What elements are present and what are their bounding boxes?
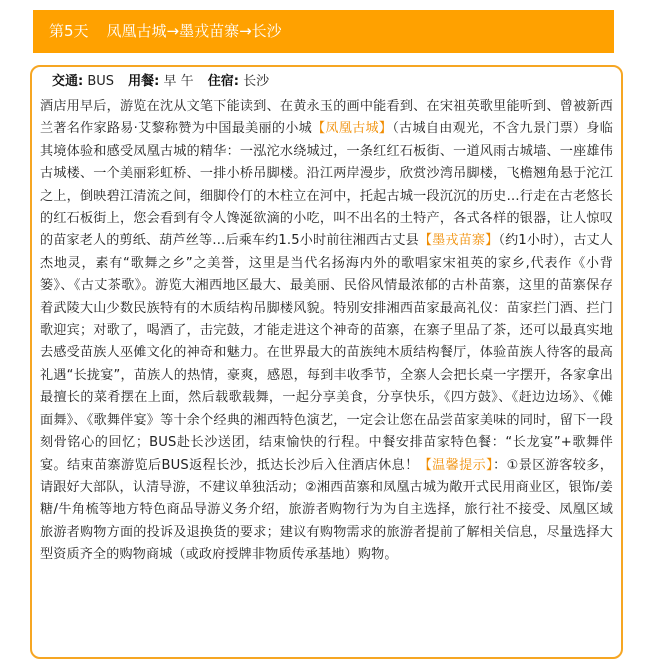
itinerary-meta bbox=[40, 71, 613, 93]
description-part-2: （古城自由观光，不含九景门票）身临其境体验和感受凤凰古城的精华：一泓沱水绕城过，一条红红石板街、一道风雨古城墙、一座雄伟古城楼、一个美丽彩虹桥、一排小桥吊脚楼。沿江两岸漫步，欣赏沙湾吊脚楼，飞檐翘角悬于沱江之上，倒映碧江清流之间，细脚伶仃的木柱立在河中，托起古城一段沉沉的历史…行走在古老悠长的红石板街上，您会看到有令人馋涎欲滴的小吃，叫不出名的土特产，各式各样的银器，让人惊叹的苗家老人的剪纸、葫芦丝等…后乘车约1.5小时前往湘西古丈县 bbox=[40, 121, 613, 249]
highlight-fenghuang: 【凤凰古城】 bbox=[312, 121, 393, 137]
stay-label: 住宿: bbox=[207, 74, 239, 89]
description-part-4: ：①景区游客较多，请跟好大部队，认清导游，不建议单独活动；②湘西苗寨和凤凰古城为敞开式民用商业区，银饰/姜糖/牛角梳等地方特色商品导游义务介绍，旅游者购物行为为自主选择，旅行社不接受、凤凰区域旅游者购物方面的投诉及退换货的要求；建议有购物需求的旅游者提前了解相关信息，尽量选择大型资质齐全的购物商城（或政府授牌非物质传承基地）购物。 bbox=[40, 457, 613, 563]
highlight-morong: 【墨戎苗寨】 bbox=[418, 233, 499, 249]
itinerary-card bbox=[30, 65, 623, 659]
meal-value: 早 午 bbox=[163, 74, 194, 89]
description-part-1: 酒店用早后，游览在沈从文笔下能读到、在黄永玉的画中能看到、在宋祖英歌里能听到、曾被新西兰著名作家路易·艾黎称赞为中国最美丽的小城 bbox=[40, 99, 613, 137]
day-route: 凤凰古城→墨戎苗寨→长沙 bbox=[106, 22, 282, 40]
highlight-tips: 【温馨提示】 bbox=[418, 457, 494, 473]
day-number: 第5天 bbox=[49, 22, 89, 40]
transport-value: BUS bbox=[87, 74, 115, 89]
itinerary-description bbox=[40, 96, 613, 567]
day-header bbox=[33, 10, 614, 53]
description-part-3: （约1小时），古丈人杰地灵，素有“歌舞之乡”之美誉，这里是当代名扬海内外的歌唱家宋祖英的家乡,代表作《小背篓》、《古丈茶歌》。游览大湘西地区最大、最美丽、民俗风情最浓郁的古朴苗寨，这里的苗寨保存着武陵大山少数民族特有的木质结构吊脚楼风貌。特别安排湘西苗家最高礼仪：苗家拦门酒、拦门歌迎宾；对歌了，喝酒了，击完鼓，才能走进这个神奇的苗寨，在寨子里品了茶，还可以最真实地去感受苗族人巫傩文化的神奇和魅力。在世界最大的苗族纯木质结构餐厅，体验苗族人待客的最高礼遇“长拢宴”，苗族人的热情，豪爽，感恩，每到丰收季节，全寨人会把长桌一字摆开，各家拿出最擅长的菜肴摆在上面，然后载歌载舞，一起分享美食，分享快乐，《四方鼓》、《赶边边场》、《傩面舞》、《歌舞伴宴》等十余个经典的湘西特色演艺，一定会让您在品尝苗家美味的同时，留下一段刻骨铭心的回忆；BUS赴长沙送团，结束愉快的行程。中餐安排苗家特色餐：“长龙宴”+歌舞伴宴。结束苗寨游览后BUS返程长沙，抵达长沙后入住酒店休息！ bbox=[40, 233, 614, 473]
stay-value: 长沙 bbox=[243, 74, 270, 89]
meal-label: 用餐: bbox=[128, 74, 160, 89]
transport-label: 交通: bbox=[52, 74, 84, 89]
